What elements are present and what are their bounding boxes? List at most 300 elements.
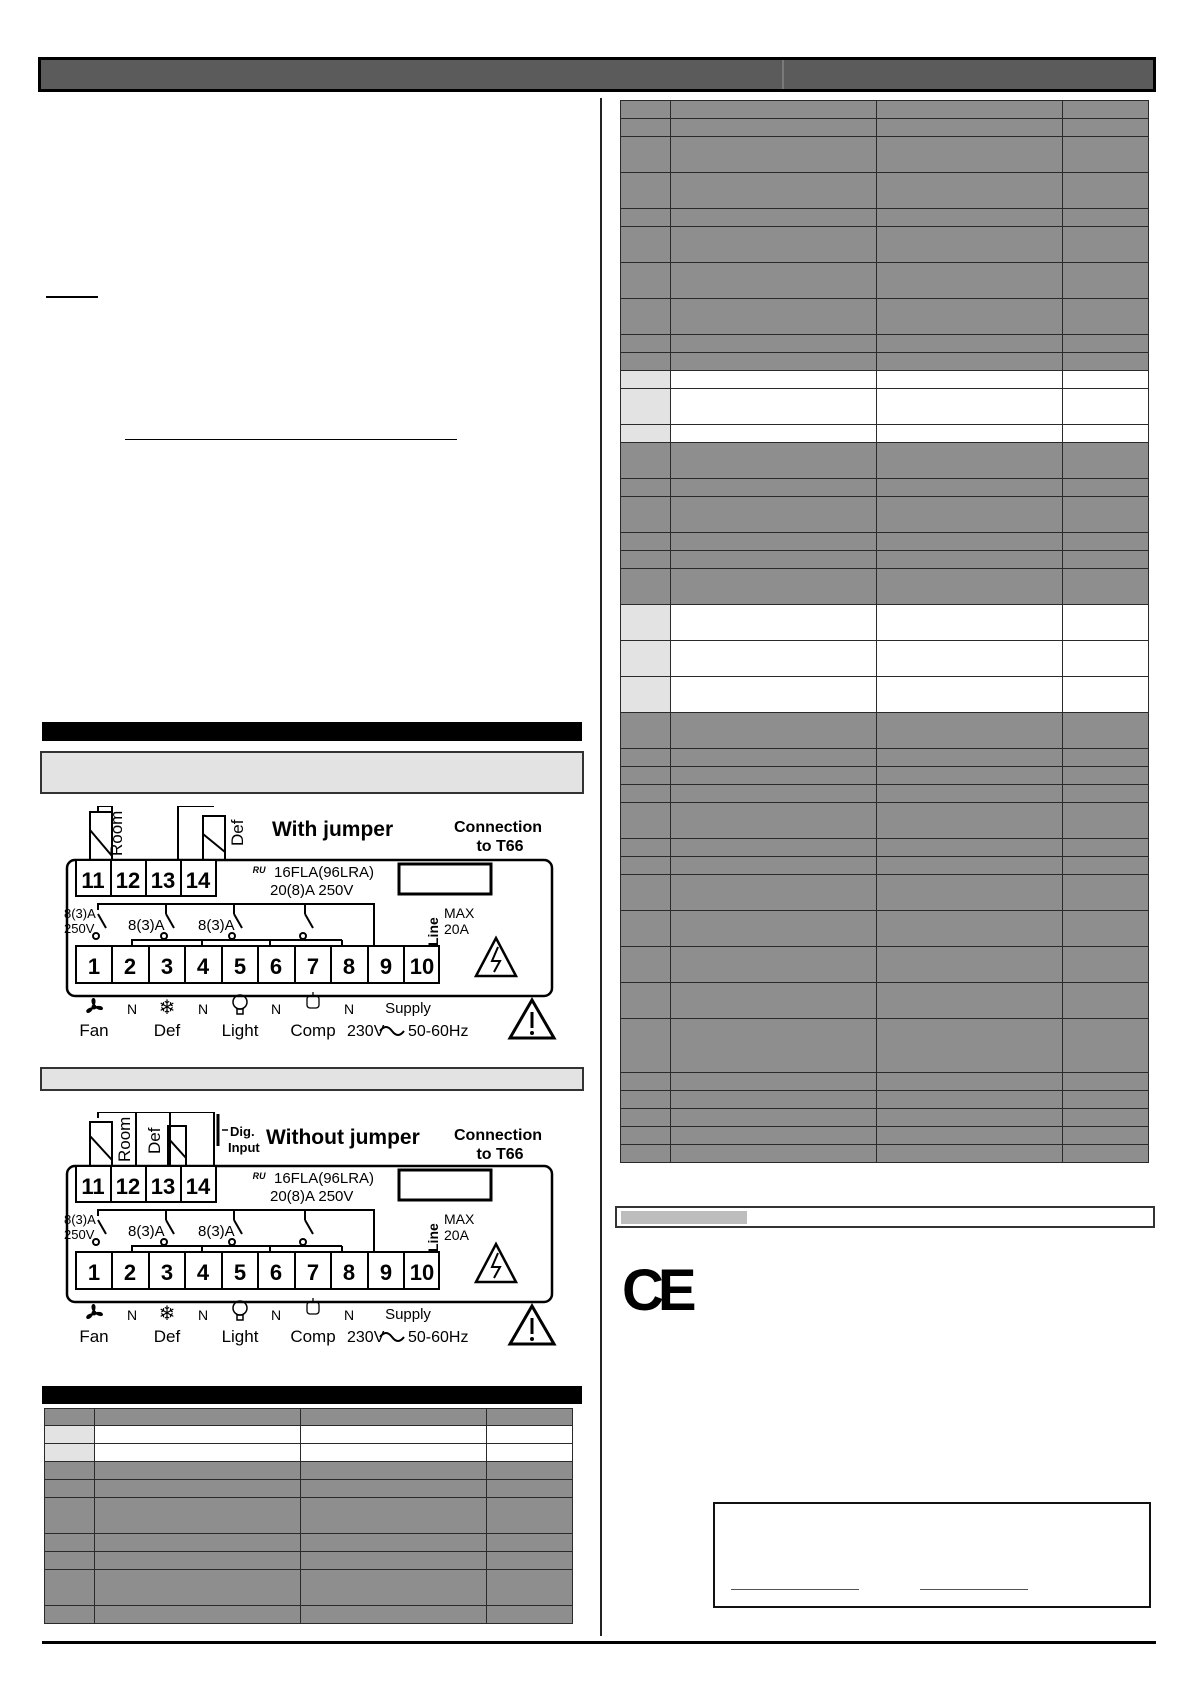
table-cell xyxy=(487,1426,573,1444)
light-bulb-icon xyxy=(233,995,247,1014)
table-cell xyxy=(621,713,671,749)
terminal-3: 3 xyxy=(160,1260,174,1285)
table-cell xyxy=(621,1019,671,1073)
table-cell xyxy=(671,101,877,119)
table-cell xyxy=(1063,803,1149,839)
table-cell xyxy=(1063,173,1149,209)
table-cell xyxy=(95,1444,301,1462)
table-row xyxy=(621,875,1149,911)
frequency-label: 50-60Hz xyxy=(408,1329,469,1346)
terminal-6: 6 xyxy=(269,954,283,979)
table-cell xyxy=(671,425,877,443)
table-cell xyxy=(1063,749,1149,767)
terminal-14: 14 xyxy=(185,1174,211,1199)
warning-triangle-icon xyxy=(510,1000,554,1038)
neutral-label-2: N xyxy=(126,1001,138,1017)
table-cell xyxy=(301,1480,487,1498)
table-cell xyxy=(621,389,671,425)
ul-mark-icon xyxy=(252,1170,266,1185)
table-cell xyxy=(877,641,1063,677)
parameters-band xyxy=(42,1386,582,1404)
table-cell xyxy=(45,1444,95,1462)
table-cell xyxy=(301,1498,487,1534)
table-cell xyxy=(877,713,1063,749)
table-cell xyxy=(487,1606,573,1624)
table-cell xyxy=(621,371,671,389)
table-cell xyxy=(671,569,877,605)
table-cell xyxy=(487,1462,573,1480)
info-bar xyxy=(615,1206,1155,1228)
ul-mark-icon xyxy=(252,864,266,879)
table-cell xyxy=(301,1462,487,1480)
column-divider xyxy=(600,98,602,1636)
table-row xyxy=(621,263,1149,299)
table-cell xyxy=(671,137,877,173)
terminal-12: 12 xyxy=(115,1174,141,1199)
table-cell xyxy=(621,299,671,335)
table-cell xyxy=(1063,605,1149,641)
table-cell xyxy=(621,857,671,875)
table-cell xyxy=(301,1444,487,1462)
table-cell xyxy=(95,1426,301,1444)
table-row xyxy=(621,605,1149,641)
table-cell xyxy=(877,1127,1063,1145)
table-row xyxy=(45,1552,573,1570)
svg-text:ᴿᵁ: ᴿᵁ xyxy=(252,1170,266,1185)
table-cell xyxy=(1063,875,1149,911)
table-cell xyxy=(671,533,877,551)
table-cell xyxy=(877,947,1063,983)
table-cell xyxy=(621,533,671,551)
terminal-11: 11 xyxy=(81,868,105,893)
table-cell xyxy=(487,1480,573,1498)
table-cell xyxy=(877,173,1063,209)
snowflake-icon xyxy=(159,1303,176,1325)
terminal-13: 13 xyxy=(150,1174,176,1199)
table-row xyxy=(621,1073,1149,1091)
table-cell xyxy=(877,263,1063,299)
table-cell xyxy=(671,677,877,713)
table-cell xyxy=(1063,299,1149,335)
table-cell xyxy=(1063,785,1149,803)
table-cell xyxy=(1063,1145,1149,1163)
table-row xyxy=(621,353,1149,371)
table-cell xyxy=(1063,335,1149,353)
table-cell xyxy=(621,911,671,947)
header-divider xyxy=(782,60,784,89)
table-row xyxy=(621,569,1149,605)
table-cell xyxy=(621,1145,671,1163)
table-cell xyxy=(621,785,671,803)
terminal-12: 12 xyxy=(115,868,141,893)
table-cell xyxy=(671,371,877,389)
table-cell xyxy=(1063,713,1149,749)
table-row xyxy=(621,389,1149,425)
warning-triangle-icon xyxy=(510,1306,554,1344)
relay3-rating: 8(3)A xyxy=(198,917,235,934)
terminal-8: 8 xyxy=(342,954,356,979)
rating-line-1: 16FLA(96LRA) xyxy=(274,864,375,881)
table-cell xyxy=(877,371,1063,389)
table-cell xyxy=(877,533,1063,551)
table-cell xyxy=(621,983,671,1019)
table-cell xyxy=(621,875,671,911)
neutral-label-6: N xyxy=(270,1001,282,1017)
table-row xyxy=(621,227,1149,263)
table-cell xyxy=(877,335,1063,353)
table-cell xyxy=(1063,569,1149,605)
table-cell xyxy=(671,1127,877,1145)
table-cell xyxy=(671,335,877,353)
terminal-5: 5 xyxy=(233,1260,247,1285)
table-cell xyxy=(1063,1109,1149,1127)
table-cell xyxy=(1063,443,1149,479)
fan-label: Fan xyxy=(79,1021,109,1040)
compressor-icon xyxy=(307,1298,319,1314)
supply-label: Supply xyxy=(385,1000,431,1017)
table-cell xyxy=(45,1409,95,1426)
terminal-2: 2 xyxy=(123,1260,137,1285)
table-cell xyxy=(877,209,1063,227)
table-cell xyxy=(1063,101,1149,119)
table-cell xyxy=(621,947,671,983)
line-label: Line xyxy=(425,1223,441,1252)
table-cell xyxy=(45,1606,95,1624)
table-cell xyxy=(1063,371,1149,389)
table-cell xyxy=(877,425,1063,443)
link-underline-2[interactable] xyxy=(920,1589,1028,1590)
section-heading-box xyxy=(40,751,584,794)
jumper-section-bar xyxy=(40,1067,584,1091)
info-bar-fill xyxy=(621,1211,747,1224)
table-cell xyxy=(877,749,1063,767)
terminal-7: 7 xyxy=(306,954,320,979)
line-label: Line xyxy=(425,917,441,946)
table-cell xyxy=(1063,389,1149,425)
table-cell xyxy=(1063,533,1149,551)
table-cell xyxy=(1063,263,1149,299)
table-row xyxy=(621,551,1149,569)
table-cell xyxy=(1063,425,1149,443)
relay2-rating: 8(3)A xyxy=(128,917,165,934)
svg-text:❄: ❄ xyxy=(158,997,176,1019)
table-cell xyxy=(877,119,1063,137)
rating-line-2: 20(8)A 250V xyxy=(270,882,354,899)
table-cell xyxy=(877,497,1063,533)
table-row xyxy=(621,983,1149,1019)
def-probe xyxy=(178,806,225,866)
connection-target: to T66 xyxy=(476,838,524,855)
table-row xyxy=(45,1462,573,1480)
terminal-1: 1 xyxy=(87,1260,101,1285)
supply-label: Supply xyxy=(385,1306,431,1323)
table-row xyxy=(621,1109,1149,1127)
table-cell xyxy=(45,1498,95,1534)
terminal-14: 14 xyxy=(185,868,211,893)
table-row xyxy=(45,1480,573,1498)
table-cell xyxy=(877,839,1063,857)
table-cell xyxy=(621,101,671,119)
comp-label: Comp xyxy=(290,1327,336,1346)
table-row xyxy=(621,1127,1149,1145)
fan-label: Fan xyxy=(79,1327,109,1346)
neutral-label-8: N xyxy=(343,1307,355,1323)
table-cell xyxy=(1063,1091,1149,1109)
lightning-warning-icon xyxy=(476,1244,516,1282)
connection-target: to T66 xyxy=(476,1146,524,1163)
table-row xyxy=(621,677,1149,713)
table-cell xyxy=(621,605,671,641)
light-label: Light xyxy=(221,1327,259,1346)
table-row xyxy=(45,1426,573,1444)
terminal-2: 2 xyxy=(123,954,137,979)
relay1-rating: 8(3)A xyxy=(64,1212,96,1227)
table-cell xyxy=(301,1552,487,1570)
table-cell xyxy=(671,803,877,839)
table-cell xyxy=(671,551,877,569)
relay1-voltage: 250V xyxy=(64,921,95,936)
table-cell xyxy=(621,209,671,227)
parameters-table-right xyxy=(620,100,1149,1163)
table-row xyxy=(621,1019,1149,1073)
table-row xyxy=(621,299,1149,335)
table-cell xyxy=(1063,983,1149,1019)
table-cell xyxy=(45,1552,95,1570)
table-cell xyxy=(487,1570,573,1606)
table-cell xyxy=(671,497,877,533)
table-cell xyxy=(301,1409,487,1426)
table-row xyxy=(45,1606,573,1624)
table-cell xyxy=(877,857,1063,875)
table-cell xyxy=(671,389,877,425)
rating-line-1: 16FLA(96LRA) xyxy=(274,1170,375,1187)
table-cell xyxy=(45,1570,95,1606)
table-cell xyxy=(621,1127,671,1145)
table-cell xyxy=(877,875,1063,911)
table-cell xyxy=(1063,137,1149,173)
parameters-table-left xyxy=(44,1408,573,1624)
table-row xyxy=(621,371,1149,389)
table-cell xyxy=(1063,551,1149,569)
table-cell xyxy=(621,839,671,857)
table-cell xyxy=(671,785,877,803)
table-cell xyxy=(1063,1019,1149,1073)
table-cell xyxy=(621,767,671,785)
table-cell xyxy=(621,497,671,533)
neutral-label-2: N xyxy=(126,1307,138,1323)
table-cell xyxy=(1063,641,1149,677)
table-cell xyxy=(1063,1127,1149,1145)
room-label: Room xyxy=(107,810,126,856)
table-cell xyxy=(1063,1073,1149,1091)
table-row xyxy=(621,1145,1149,1163)
table-cell xyxy=(671,443,877,479)
terminal-1: 1 xyxy=(87,954,101,979)
light-label: Light xyxy=(221,1021,259,1040)
table-cell xyxy=(877,785,1063,803)
table-cell xyxy=(621,1073,671,1091)
table-row xyxy=(621,119,1149,137)
svg-text:❄: ❄ xyxy=(158,1303,176,1325)
table-cell xyxy=(671,857,877,875)
table-cell xyxy=(621,353,671,371)
table-cell xyxy=(621,263,671,299)
table-row xyxy=(621,1091,1149,1109)
ce-mark-logo: CE xyxy=(622,1258,691,1323)
diagram-title: With jumper xyxy=(272,818,394,841)
table-cell xyxy=(671,353,877,371)
relay2-rating: 8(3)A xyxy=(128,1223,165,1240)
table-cell xyxy=(877,551,1063,569)
table-row xyxy=(621,839,1149,857)
svg-text:ᴿᵁ: ᴿᵁ xyxy=(252,864,266,879)
table-cell xyxy=(671,227,877,263)
max-label: MAX xyxy=(444,905,475,921)
table-cell xyxy=(1063,119,1149,137)
table-cell xyxy=(877,443,1063,479)
t66-connector xyxy=(399,864,491,894)
table-cell xyxy=(301,1426,487,1444)
table-cell xyxy=(877,137,1063,173)
frequency-label: 50-60Hz xyxy=(408,1023,469,1040)
table-cell xyxy=(1063,947,1149,983)
terminal-6: 6 xyxy=(269,1260,283,1285)
table-cell xyxy=(671,1073,877,1091)
table-cell xyxy=(671,299,877,335)
table-cell xyxy=(487,1534,573,1552)
table-cell xyxy=(671,605,877,641)
voltage-label: 230V xyxy=(347,1329,385,1346)
table-cell xyxy=(95,1606,301,1624)
table-cell xyxy=(671,263,877,299)
table-cell xyxy=(487,1409,573,1426)
table-cell xyxy=(671,713,877,749)
table-row xyxy=(621,137,1149,173)
fan-icon xyxy=(86,998,103,1013)
table-row xyxy=(621,911,1149,947)
table-cell xyxy=(1063,677,1149,713)
room-label: Room xyxy=(115,1116,134,1162)
table-cell xyxy=(877,767,1063,785)
table-cell xyxy=(45,1462,95,1480)
terminal-13: 13 xyxy=(150,868,176,893)
max-value: 20A xyxy=(444,921,469,937)
table-cell xyxy=(877,983,1063,1019)
table-row xyxy=(45,1444,573,1462)
table-row xyxy=(621,749,1149,767)
table-cell xyxy=(487,1444,573,1462)
table-cell xyxy=(877,101,1063,119)
table-row xyxy=(621,803,1149,839)
terminal-5: 5 xyxy=(233,954,247,979)
table-cell xyxy=(95,1409,301,1426)
terminal-4: 4 xyxy=(196,1260,210,1285)
table-cell xyxy=(621,227,671,263)
table-cell xyxy=(621,803,671,839)
compressor-icon xyxy=(307,992,319,1008)
table-cell xyxy=(95,1462,301,1480)
table-cell xyxy=(1063,497,1149,533)
def-probe-label: Def xyxy=(145,1127,164,1154)
table-cell xyxy=(621,137,671,173)
table-cell xyxy=(621,749,671,767)
input-label: Input xyxy=(228,1140,260,1155)
relay1-voltage: 250V xyxy=(64,1227,95,1242)
table-cell xyxy=(487,1552,573,1570)
table-cell xyxy=(621,443,671,479)
text-underline xyxy=(125,439,457,440)
table-cell xyxy=(877,1091,1063,1109)
table-row xyxy=(621,497,1149,533)
footer-rule xyxy=(42,1641,1156,1644)
table-cell xyxy=(621,1091,671,1109)
table-row xyxy=(621,947,1149,983)
table-cell xyxy=(877,677,1063,713)
table-row xyxy=(621,533,1149,551)
terminal-4: 4 xyxy=(196,954,210,979)
table-cell xyxy=(301,1606,487,1624)
table-cell xyxy=(877,1145,1063,1163)
voltage-label: 230V xyxy=(347,1023,385,1040)
terminal-10: 10 xyxy=(409,954,435,979)
terminal-3: 3 xyxy=(160,954,174,979)
table-cell xyxy=(1063,839,1149,857)
light-bulb-icon xyxy=(233,1301,247,1320)
link-underline-1[interactable] xyxy=(731,1589,859,1590)
table-row xyxy=(621,173,1149,209)
table-cell xyxy=(671,947,877,983)
table-cell xyxy=(95,1480,301,1498)
table-cell xyxy=(877,1073,1063,1091)
neutral-label-6: N xyxy=(270,1307,282,1323)
table-row xyxy=(621,443,1149,479)
table-row xyxy=(45,1570,573,1606)
table-cell xyxy=(1063,479,1149,497)
table-cell xyxy=(621,677,671,713)
table-cell xyxy=(301,1534,487,1552)
fan-icon xyxy=(86,1304,103,1319)
t66-connector xyxy=(399,1170,491,1200)
table-cell xyxy=(671,1091,877,1109)
table-cell xyxy=(671,173,877,209)
diagram-title: Without jumper xyxy=(266,1126,420,1149)
table-cell xyxy=(671,911,877,947)
rating-line-2: 20(8)A 250V xyxy=(270,1188,354,1205)
table-cell xyxy=(877,389,1063,425)
table-cell xyxy=(621,173,671,209)
table-cell xyxy=(95,1534,301,1552)
neutral-label-4: N xyxy=(197,1307,209,1323)
table-row xyxy=(621,479,1149,497)
table-row xyxy=(621,785,1149,803)
table-cell xyxy=(1063,227,1149,263)
header-bar xyxy=(38,57,1156,92)
table-row xyxy=(45,1498,573,1534)
def-label: Def xyxy=(153,1021,181,1040)
snowflake-icon xyxy=(159,997,176,1019)
comp-label: Comp xyxy=(290,1021,336,1040)
table-cell xyxy=(671,209,877,227)
table-cell xyxy=(1063,911,1149,947)
table-cell xyxy=(621,569,671,605)
table-row xyxy=(621,209,1149,227)
table-cell xyxy=(1063,353,1149,371)
table-cell xyxy=(877,1109,1063,1127)
table-cell xyxy=(671,875,877,911)
def-probe-label: Def xyxy=(228,819,247,846)
room-probe xyxy=(90,1122,112,1166)
table-row xyxy=(621,425,1149,443)
